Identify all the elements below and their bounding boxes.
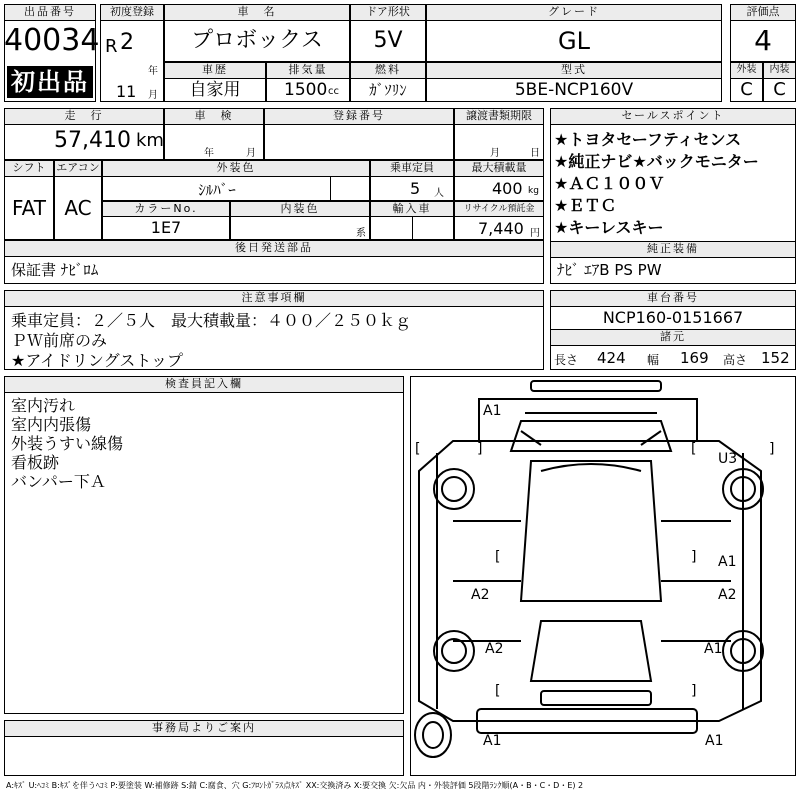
car-diagram-svg	[411, 377, 795, 775]
sales-point-item: ★トヨタセーフティセンス	[554, 130, 742, 149]
chassis-value: NCP160-0151667	[550, 306, 796, 330]
recycle-value: 7,440	[478, 219, 524, 238]
svg-text:]: ]	[691, 549, 697, 565]
grade-value: GL	[426, 20, 722, 62]
ac-value: AC	[54, 176, 102, 240]
genuine-label: 純正装備	[550, 241, 796, 258]
int-color-unit: 系	[356, 228, 366, 239]
transfer-day-unit: 日	[530, 148, 540, 159]
height-label: 高さ	[723, 353, 748, 367]
exterior-label: 外装	[730, 62, 763, 79]
door-value: 5V	[350, 20, 426, 62]
inspector-line: 室内汚れ	[11, 396, 76, 415]
reg-era: R	[105, 36, 118, 57]
car-diagram	[410, 376, 796, 776]
inspector-label: 検査員記入欄	[4, 376, 404, 393]
inspection-month-unit: 月	[246, 148, 256, 159]
mileage-unit: km	[136, 130, 164, 151]
legend-text: A:ｷｽﾞ U:ﾍｺﾐ B:ｷｽﾞを伴うﾍｺﾐ P:要塗装 W:補修跡 S:錆 C:腐食、穴 G:ﾌﾛﾝﾄｶﾞﾗｽ点ｷｽﾞ XX:交換済み X:要交換 欠:欠品 内・外装評価 5段階ﾗﾝｸ順(A・B・C・D・E) 2	[6, 781, 584, 790]
dims-box	[550, 345, 796, 370]
plate-label: 登録番号	[264, 108, 454, 125]
inspector-line: 外装うすい線傷	[11, 434, 124, 453]
notes-line: ＰＷ前席のみ	[11, 331, 108, 350]
import-divider	[412, 216, 413, 240]
max-load-label: 最大積載量	[454, 160, 544, 177]
mark-right-rear: A1	[704, 641, 723, 657]
mark-left-rear-door: A2	[485, 641, 504, 657]
history-label: 車歴	[164, 62, 266, 79]
int-color-label: 内装色	[230, 201, 370, 217]
sales-point-item: ★キーレスキー	[554, 218, 664, 237]
shift-label: シフト	[4, 160, 54, 177]
inspector-line: 室内内張傷	[11, 415, 92, 434]
reg-month: 11	[116, 82, 137, 101]
svg-text:[: [	[691, 441, 697, 457]
notes-line: ★アイドリングストップ	[11, 351, 183, 370]
later-parts-value: 保証書 ﾅﾋﾞﾛﾑ	[4, 256, 544, 284]
mark-right-upper: U3	[718, 451, 738, 467]
year-unit: 年	[148, 66, 158, 77]
notes-label: 注意事項欄	[4, 290, 544, 307]
recycle-label: リサイクル預託金	[454, 201, 544, 217]
fuel-value: ｶﾞｿﾘﾝ	[350, 78, 426, 102]
car-name: プロボックス	[164, 20, 350, 62]
svg-text:[: [	[495, 549, 501, 565]
reg-year: 2	[120, 30, 134, 55]
mileage-label: 走 行	[4, 108, 164, 125]
capacity-label: 乗車定員	[370, 160, 454, 177]
height-value: 152	[761, 349, 790, 367]
width-label: 幅	[647, 353, 660, 367]
svg-text:]: ]	[691, 683, 697, 699]
car-name-label: 車 名	[164, 4, 350, 21]
mark-right-front-door: A1	[718, 554, 737, 570]
door-label: ドア形状	[350, 4, 426, 21]
mark-right-rear-door: A2	[718, 587, 737, 603]
inspector-line: バンパー下Ａ	[11, 472, 106, 491]
displacement-value: 1500	[284, 80, 328, 100]
ac-label: エアコン	[54, 160, 102, 177]
sales-point-item: ★ＥＴＣ	[554, 196, 617, 215]
displacement-label: 排気量	[266, 62, 350, 79]
notes-line: 乗車定員：２／５人 最大積載量：４００／２５０ｋｇ	[11, 311, 412, 330]
mileage-value: 57,410	[54, 128, 131, 153]
inspector-line: 看板跡	[11, 453, 60, 472]
genuine-value: ﾅﾋﾞ ｴｱB PS PW	[550, 257, 796, 284]
ext-color-label: 外装色	[102, 160, 370, 177]
lot-number: 40034	[4, 23, 100, 58]
displacement-unit: cc	[328, 86, 339, 97]
office-box	[4, 736, 404, 776]
inspection-label: 車 検	[164, 108, 264, 125]
sales-point-item: ★ＡＣ１００Ｖ	[554, 174, 665, 193]
model-code-label: 型式	[426, 62, 722, 79]
svg-text:[: [	[415, 441, 421, 457]
mark-rear-right: A1	[705, 733, 724, 749]
mark-front-left: A1	[483, 403, 502, 419]
first-listing-badge	[7, 66, 93, 98]
lot-label: 出品番号	[4, 4, 96, 21]
svg-text:]: ]	[477, 441, 483, 457]
shift-value: FAT	[4, 176, 54, 240]
sales-point-item: ★純正ナビ★バックモニター	[554, 152, 759, 171]
score-value: 4	[730, 20, 796, 62]
svg-text:[: [	[495, 683, 501, 699]
capacity-unit: 人	[434, 188, 444, 199]
inspection-year-unit: 年	[204, 148, 214, 159]
import-label: 輸入車	[370, 201, 454, 217]
month-unit: 月	[148, 90, 158, 101]
transfer-month-unit: 月	[490, 148, 500, 159]
transfer-label: 譲渡書類期限	[454, 108, 544, 125]
fuel-label: 燃料	[350, 62, 426, 79]
interior-label: 内装	[763, 62, 796, 79]
first-listing-text: 初出品	[11, 68, 89, 96]
model-code-value: 5BE-NCP160V	[426, 78, 722, 102]
length-value: 424	[597, 349, 626, 367]
plate-box	[264, 124, 454, 160]
int-color-box	[230, 216, 370, 240]
color-no-label: カラーNo.	[102, 201, 230, 217]
ext-color-value: ｼﾙﾊﾞｰ	[198, 181, 236, 199]
chassis-label: 車台番号	[550, 290, 796, 307]
grade-label: グレード	[426, 4, 722, 21]
svg-text:]: ]	[769, 441, 775, 457]
inspector-box	[4, 392, 404, 714]
max-load-unit: kg	[528, 186, 539, 196]
interior-grade: C	[763, 78, 796, 102]
later-parts-label: 後日発送部品	[4, 240, 544, 257]
recycle-unit: 円	[530, 228, 540, 239]
mark-left-front-door: A2	[471, 587, 490, 603]
color-no-value: 1E7	[102, 216, 230, 240]
mark-rear-left: A1	[483, 733, 502, 749]
sales-points-list	[550, 124, 796, 242]
notes-box	[4, 306, 544, 370]
length-label: 長さ	[554, 353, 579, 367]
score-label: 評価点	[730, 4, 796, 21]
reg-label: 初度登録	[100, 4, 164, 21]
office-label: 事務局よりご案内	[4, 720, 404, 737]
width-value: 169	[680, 349, 709, 367]
exterior-grade: C	[730, 78, 763, 102]
sales-points-label: セールスポイント	[550, 108, 796, 125]
capacity-value: 5	[410, 179, 421, 198]
history-value: 自家用	[164, 78, 266, 102]
max-load-value: 400	[492, 179, 523, 198]
dims-label: 諸元	[550, 329, 796, 346]
ext-color-divider	[330, 176, 331, 201]
